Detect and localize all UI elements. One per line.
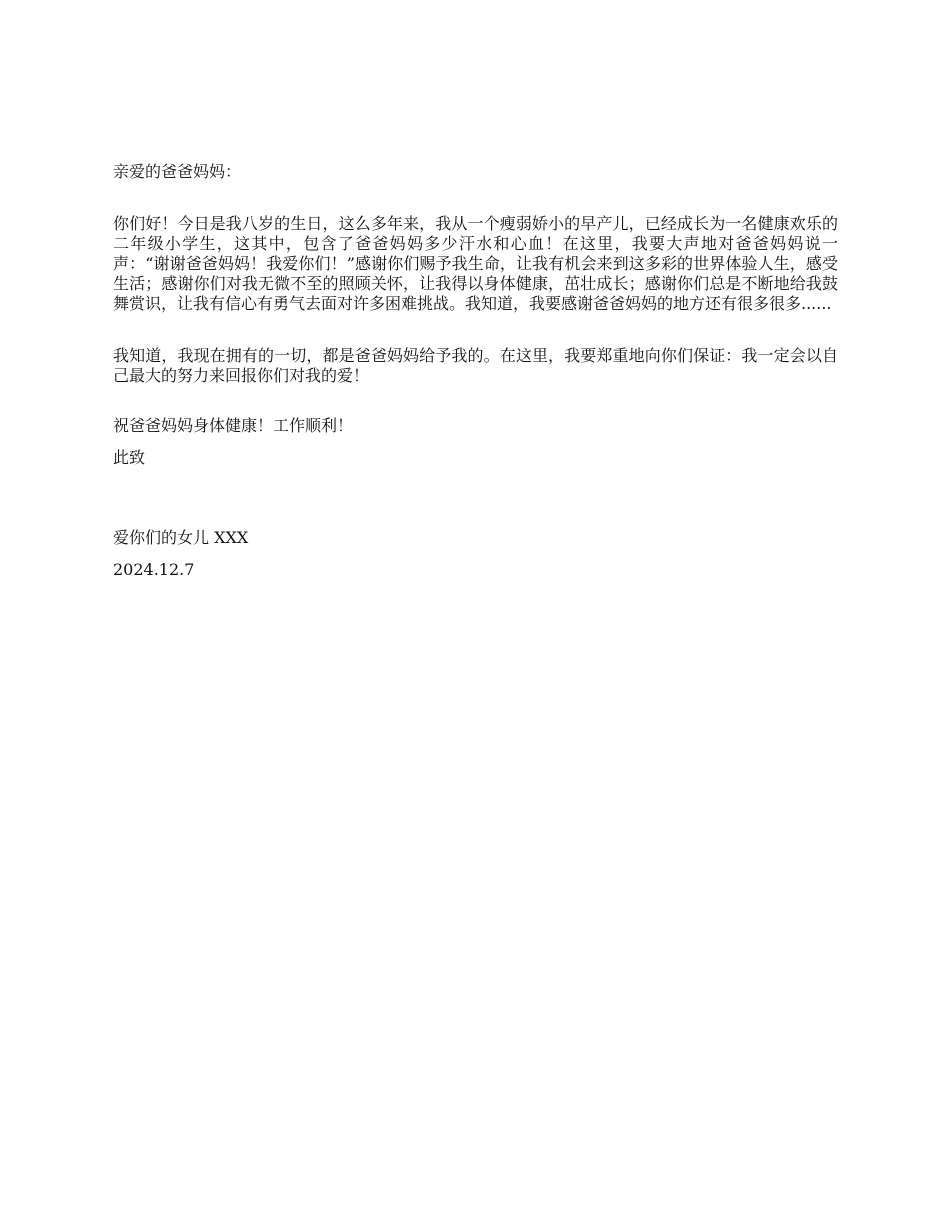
letter-greeting: 亲爱的爸爸妈妈： <box>113 162 242 181</box>
letter-closing: 此致 <box>113 448 146 467</box>
letter-date: 2024.12.7 <box>113 560 195 579</box>
letter-body <box>113 162 838 580</box>
letter-paragraph-2: 我知道，我现在拥有的一切，都是爸爸妈妈给予我的。在这里，我要郑重地向你们保证：我一定会以自己最大的努力来回报你们对我的爱！ <box>113 346 838 385</box>
letter-paragraph-1: 你们好！今日是我八岁的生日，这么多年来，我从一个瘦弱娇小的早产儿，已经成长为一名健康欢乐的二年级小学生，这其中，包含了爸爸妈妈多少汗水和心血！在这里，我要大声地对爸爸妈妈说一声：“谢谢爸爸妈妈！我爱你们！”感谢你们赐予我生命，让我有机会来到这多彩的世界体验人生，感受生活；感谢你们对我无微不至的照顾关怀，让我得以身体健康，茁壮成长；感谢你们总是不断地给我鼓舞赏识，让我有信心有勇气去面对许多困难挑战。我知道，我要感谢爸爸妈妈的地方还有很多很多...... <box>113 214 838 313</box>
letter-wish: 祝爸爸妈妈身体健康！工作顺利！ <box>113 416 354 435</box>
letter-signature: 爱你们的女儿 XXX <box>113 528 249 547</box>
